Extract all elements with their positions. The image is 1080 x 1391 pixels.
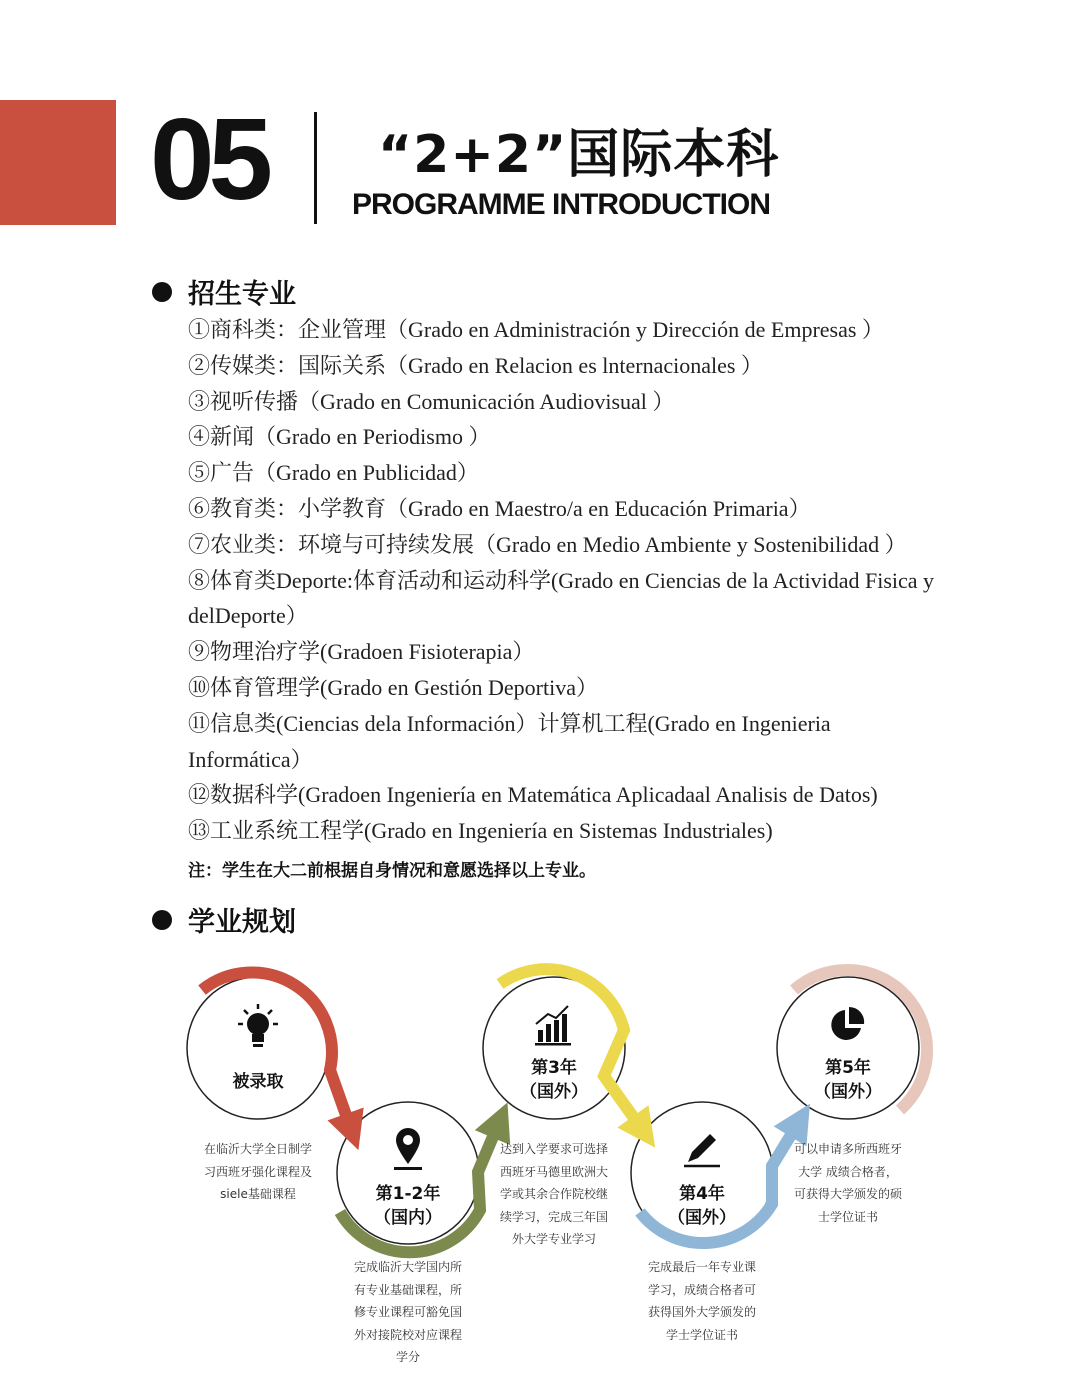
section-number: 05: [150, 94, 268, 224]
majors-heading-text: 招生专业: [188, 279, 296, 310]
list-item: ④新闻（Grado en Periodismo ）: [188, 424, 491, 450]
list-item: ⑪信息类(Ciencias dela Información）计算机工程(Grado en Ingenieria: [188, 710, 831, 736]
stage-label-line: （国内）: [374, 1208, 442, 1228]
study-plan-diagram: [0, 960, 1080, 1390]
stage-2-description: 完成临沂大学国内所 有专业基础课程，所 修专业课程可豁免国 外对接院校对应课程 学分: [353, 1260, 462, 1364]
stage-1-description: 在临沂大学全日制学 习西班牙强化课程及 siele基础课程: [203, 1142, 312, 1201]
page-title: “2+2”国际本科: [378, 125, 780, 185]
stage-3-label: [520, 1056, 588, 1104]
majors-list: [188, 312, 1038, 849]
list-item: ②传媒类：国际关系（Grado en Relacion es lnternacionales ）: [188, 352, 763, 378]
list-item: ⑦农业类：环境与可持续发展（Grado en Medio Ambiente y Sostenibilidad ）: [188, 531, 907, 557]
list-item: ⑧体育类Deporte:体育活动和运动科学(Grado en Ciencias de la Actividad Fisica y: [188, 567, 935, 593]
majors-heading: [152, 272, 296, 311]
list-item: ⑤广告（Grado en Publicidad）: [188, 460, 479, 486]
stage-label-line: （国外）: [520, 1082, 588, 1102]
list-item: ③视听传播（Grado en Comunicación Audiovisual ）: [188, 388, 675, 414]
header-divider: [314, 112, 317, 224]
stage-label-line: （国外）: [814, 1082, 882, 1102]
stage-label-line: 第1-2年: [375, 1184, 441, 1204]
stage-label-line: 第4年: [679, 1184, 725, 1204]
bullet-dot-icon: [152, 910, 172, 930]
stage-3-description: 达到入学要求可选择 西班牙马德里欧洲大 学或其余合作院校继 续学习，完成三年国 外大学专业学习: [499, 1142, 608, 1246]
list-item: delDeporte）: [188, 603, 308, 629]
list-item: ⑬工业系统工程学(Grado en Ingeniería en Sistemas Industriales): [188, 818, 773, 844]
majors-note: 注：学生在大二前根据自身情况和意愿选择以上专业。: [188, 861, 596, 881]
list-item: ⑩体育管理学(Grado en Gestión Deportiva）: [188, 674, 598, 700]
list-item: ⑥教育类：小学教育（Grado en Maestro/a en Educación Primaria）: [188, 495, 811, 521]
stage-5-label: [814, 1056, 882, 1104]
stage-label-line: 第3年: [531, 1058, 577, 1078]
list-item: Informática）: [188, 746, 313, 772]
stage-4-label: [668, 1182, 736, 1230]
stage-2-label: [374, 1182, 442, 1230]
page-subtitle: PROGRAMME INTRODUCTION: [352, 188, 770, 221]
stage-1-label: [233, 1070, 284, 1094]
stage-5-description: 可以申请多所西班牙 大学 成绩合格者， 可获得大学颁发的硕 士学位证书: [793, 1142, 902, 1224]
plan-heading: [152, 900, 296, 939]
stage-label-line: 被录取: [232, 1072, 284, 1092]
bullet-dot-icon: [152, 282, 172, 302]
plan-heading-text: 学业规划: [188, 907, 296, 938]
accent-block: [0, 100, 116, 225]
stage-4-description: 完成最后一年专业课 学习，成绩合格者可 获得国外大学颁发的 学士学位证书: [647, 1260, 756, 1342]
stage-label-line: 第5年: [825, 1058, 871, 1078]
list-item: ①商科类：企业管理（Grado en Administración y Dirección de Empresas ）: [188, 317, 884, 342]
list-item: ⑨物理治疗学(Gradoen Fisioterapia）: [188, 639, 535, 665]
list-item: ⑫数据科学(Gradoen Ingeniería en Matemática Aplicadaal Analisis de Datos): [188, 782, 878, 808]
stage-label-line: （国外）: [668, 1208, 736, 1228]
